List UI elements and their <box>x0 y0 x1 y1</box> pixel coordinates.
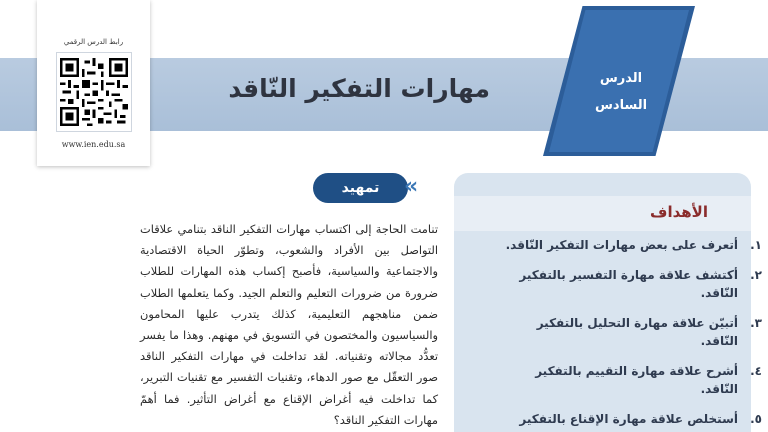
qr-card[interactable] <box>37 0 150 166</box>
list-item <box>466 410 762 428</box>
qr-caption: رابط الدرس الرقمي <box>63 38 124 46</box>
lesson-number <box>585 65 657 119</box>
goal-number: ٢. <box>750 268 762 282</box>
goal-number: ٤. <box>750 364 762 378</box>
intro-paragraph: تنامت الحاجة إلى اكتساب مهارات التفكير الناقد بتنامي علاقات التواصل بين الأفراد والشعوب، وتطوّر الحياة الاقتصادية والاجتماعية والسياسية، فأصبح إكساب هذه المهارات للطلاب ضرورة من ضرورات التعليم والتعلم الجيد. وكما يتعلمها الطلاب ضمن مناهجهم التعليمية، كذلك يتدرب عليها المحامون والسياسيون والمختصون في التسويق في مهنهم. وهذا ما يفسر تعدُّد مجالاته وتقنياته. لقد تداخلت في مهارات التفكير الناقد صور التعقّل مع صور الدهاء، وتقنيات التفسير مع تقنيات التبرير، كما تداخلت فيه أغراض الإقناع مع أغراض التأثير. فما أهمّ مهارات التفكير الناقد؟ <box>140 222 438 427</box>
goal-text: أشرح علاقة مهارة التقييم بالتفكير النّاقد. <box>535 364 738 396</box>
chevron-left-icon: « <box>404 174 413 199</box>
qr-code-icon[interactable] <box>56 52 132 132</box>
list-item <box>466 314 762 350</box>
goals-title: الأهداف <box>650 203 708 221</box>
goal-number: ٥. <box>750 412 762 426</box>
goal-number: ٣. <box>750 316 762 330</box>
lesson-title: مهارات التفكير النّاقد <box>228 74 490 103</box>
lesson-badge-line2: السادس <box>594 98 648 113</box>
list-item <box>466 236 762 254</box>
goal-text: أستخلص علاقة مهارة الإقناع بالتفكير <box>519 412 738 426</box>
list-item <box>466 362 762 398</box>
lesson-badge-line1: الدرس <box>599 71 643 86</box>
list-item <box>466 266 762 302</box>
goals-list <box>466 236 762 432</box>
goal-number: ١. <box>750 238 762 252</box>
qr-url[interactable]: www.ien.edu.sa <box>61 140 126 149</box>
goal-text: أتبيّن علاقة مهارة التحليل بالتفكير النّاقد. <box>536 316 738 348</box>
goal-text: أتعرف على بعض مهارات التفكير النّاقد. <box>505 238 738 252</box>
goal-text: أكتشف علاقة مهارة التفسير بالتفكير النّاقد. <box>519 268 738 300</box>
intro-label: تمهيد <box>313 173 408 203</box>
